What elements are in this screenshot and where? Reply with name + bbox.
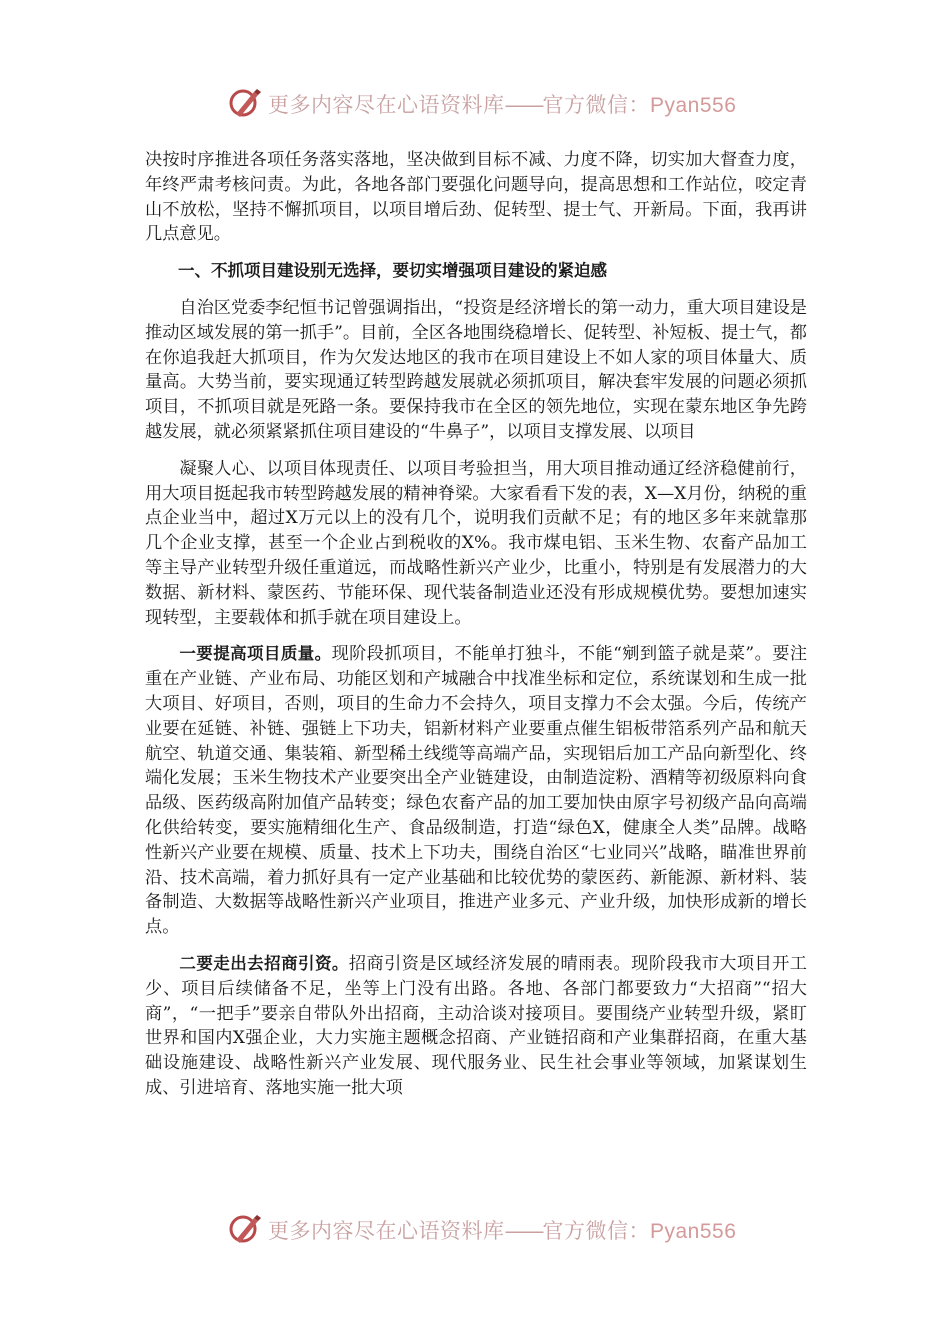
banner-text: 更多内容尽在心语资料库——官方微信：Pyan556 xyxy=(268,1219,737,1243)
banner-text: 更多内容尽在心语资料库——官方微信：Pyan556 xyxy=(268,93,737,117)
paragraph-continued: 决按时序推进各项任务落实落地，坚决做到目标不减、力度不降，切实加大督查力度，年终严肃考核问责。为此，各地各部门要强化问题导向，提高思想和工作站位，咬定青山不放松，坚持不懈抓项目，以项目增后劲、促转型、提士气、开新局。下面，我再讲几点意见。 xyxy=(145,150,807,245)
pen-logo-icon xyxy=(228,86,264,122)
paragraph-body: 招商引资是区域经济发展的晴雨表。现阶段我市大项目开工少、项目后续储备不足，坐等上门没有出路。各地、各部门都要致力“大招商”“招大商”，“一把手”要亲自带队外出招商，主动洽谈对接项目。要围绕产业转型升级，紧盯世界和国内X强企业，大力实施主题概念招商、产业链招商和产业集群招商，在重大基础设施建设、战略性新兴产业发展、现代服务业、民生社会事业等领域，加紧谋划生成、引进培育、落地实施一批大项 xyxy=(145,953,807,1098)
paragraph-body: 现阶段抓项目，不能单打独斗，不能“剜到篮子就是菜”。要注重在产业链、产业布局、功能区划和产城融合中找准坐标和定位，系统谋划和生成一批大项目、好项目，否则，项目的生命力不会持久，项目支撑力不会太强。今后，传统产业要在延链、补链、强链上下功夫，铝新材料产业要重点催生铝板带箔系列产品和航天航空、轨道交通、集装箱、新型稀土线缆等高端产品，实现铝后加工产品向新型化、终端化发展；玉米生物技术产业要突出全产业链建设，由制造淀粉、酒精等初级原料向食品级、医药级高附加值产品转变；绿色农畜产品的加工要加快由原字号初级产品向高端化供给转变，要实施精细化生产、食品级制造，打造“绿色X，健康全人类”品牌。战略性新兴产业要在规模、质量、技术上下功夫，围绕自治区“七业同兴”战略，瞄准世界前沿、技术高端，着力抓好具有一定产业基础和比较优势的蒙医药、新能源、新材料、装备制造、大数据等战略性新兴产业项目，推进产业多元、产业升级，加快形成新的增长点。 xyxy=(145,644,808,938)
footer-watermark-banner xyxy=(0,1210,950,1250)
paragraph-lead: 一要提高项目质量。 xyxy=(179,644,332,664)
document-body xyxy=(145,148,807,1101)
section-heading: 一、不抓项目建设别无选择，要切实增强项目建设的紧迫感 xyxy=(178,261,607,281)
pen-logo-icon xyxy=(228,1212,264,1248)
header-watermark-banner xyxy=(0,84,950,124)
paragraph xyxy=(145,642,807,940)
paragraph xyxy=(145,952,807,1101)
paragraph-lead: 二要走出去招商引资。 xyxy=(179,953,349,973)
paragraph: 自治区党委李纪恒书记曾强调指出，“投资是经济增长的第一动力，重大项目建设是推动区域发展的第一抓手”。目前，全区各地围绕稳增长、促转型、补短板、提士气，都在你追我赶大抓项目，作为欠发达地区的我市在项目建设上不如人家的项目体量大、质量高。大势当前，要实现通辽转型跨越发展就必须抓项目，解决套牢发展的问题必须抓项目，不抓项目就是死路一条。要保持我市在全区的领先地位，实现在蒙东地区争先跨越发展，就必须紧紧抓住项目建设的“牛鼻子”，以项目支撑发展、以项目 xyxy=(145,297,807,442)
paragraph: 凝聚人心、以项目体现责任、以项目考验担当，用大项目推动通辽经济稳健前行，用大项目挺起我市转型跨越发展的精神脊梁。大家看看下发的表，X—X月份，纳税的重点企业当中，超过X万元以上的没有几个，说明我们贡献不足；有的地区多年来就靠那几个企业支撑，甚至一个企业占到税收的X%。我市煤电铝、玉米生物、农畜产品加工等主导产业转型升级任重道远，而战略性新兴产业少，比重小，特别是有发展潜力的大数据、新材料、蒙医药、节能环保、现代装备制造业还没有形成规模优势。要想加速实现转型，主要载体和抓手就在项目建设上。 xyxy=(145,458,807,628)
